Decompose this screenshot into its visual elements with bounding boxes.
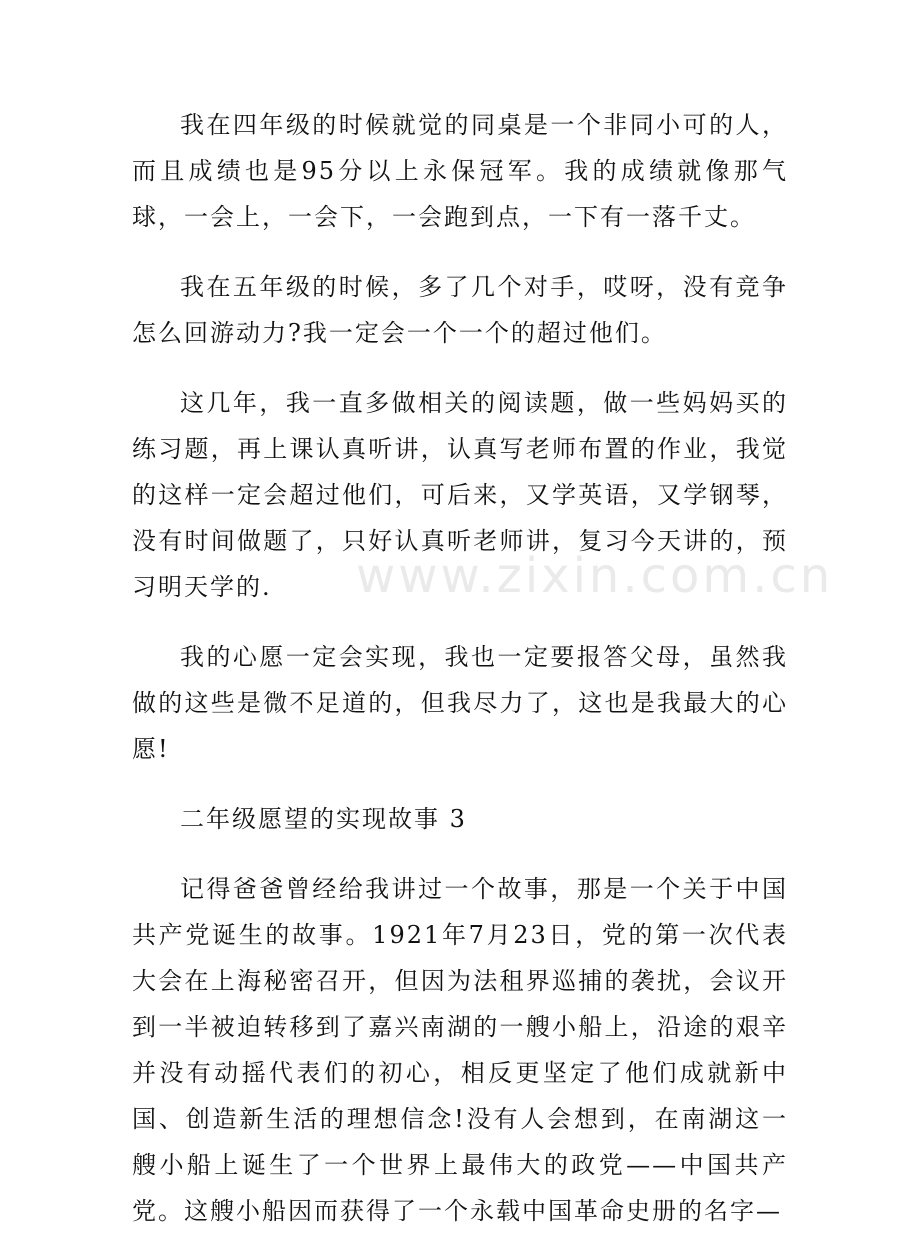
story-paragraph: 记得爸爸曾经给我讲过一个故事，那是一个关于中国共产党诞生的故事。1921年7月23日，党的第一次代表大会在上海秘密召开，但因为法租界巡捕的袭扰，会议开到一半被迫转移到了嘉兴南湖的一艘小船上，沿途的艰辛并没有动摇代表们的初心，相反更坚定了他们成就新中国、创造新生活的理想信念!没有人会想到，在南湖这一艘小船上诞生了一个世界上最伟大的政党——中国共产党。这艘小船因而获得了一个永载中国革命史册的名字— bbox=[132, 875, 788, 1225]
watermark: www.zixin.com.cn bbox=[356, 548, 834, 604]
paragraph-4: 我的心愿一定会实现，我也一定要报答父母，虽然我做的这些是微不足道的，但我尽力了，这也是我最大的心愿! bbox=[132, 643, 788, 763]
paragraph-1: 我在四年级的时候就觉的同桌是一个非同小可的人，而且成绩也是95分以上永保冠军。我的成绩就像那气球，一会上，一会下，一会跑到点，一下有一落千丈。 bbox=[132, 111, 788, 231]
paragraph-2: 我在五年级的时候，多了几个对手，哎呀，没有竞争怎么回游动力?我一定会一个一个的超过他们。 bbox=[132, 273, 788, 347]
document-body bbox=[132, 102, 788, 1258]
section-subheading: 二年级愿望的实现故事 3 bbox=[180, 805, 467, 833]
paragraph-3: 这几年，我一直多做相关的阅读题，做一些妈妈买的练习题，再上课认真听讲，认真写老师布置的作业，我觉的这样一定会超过他们，可后来，又学英语，又学钢琴，没有时间做题了，只好认真听老师讲，复习今天讲的，预习明天学的. bbox=[132, 389, 788, 601]
